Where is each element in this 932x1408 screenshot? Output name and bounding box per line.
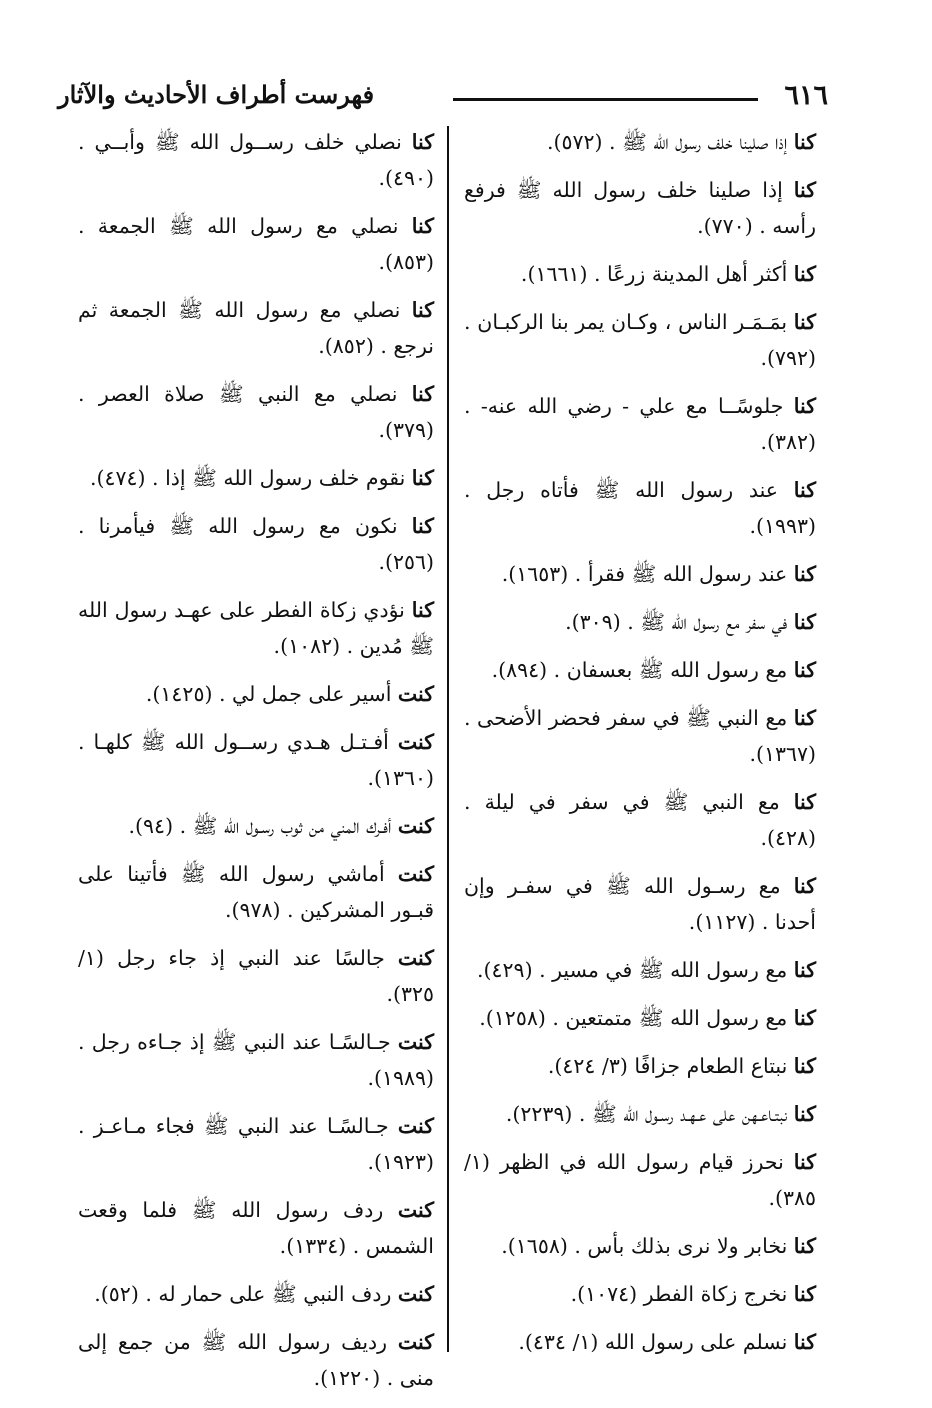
entry-text: نكون مع رسول الله ﷺ فيأمرنا . (٢٥٦). [78, 514, 434, 574]
entry-lead-word: كنا [411, 214, 434, 238]
entry-text: جـالسًـا عند النبي ﷺ إذ جـاءه رجل . (١٩٨٩). [78, 1030, 434, 1090]
entry-text: أكثر أهل المدينة زرعًا . (١٦٦١). [520, 262, 794, 286]
entry-lead-word: كنا [793, 262, 816, 286]
entry-text: في سفر مع رسول الله ﷺ . (٣٠٩). [565, 610, 794, 634]
entry-lead-word: كنا [411, 298, 434, 322]
entry-text: جلوسًــا مع علي - رضي الله عنه- . (٣٨٢). [464, 394, 816, 454]
header-rule [453, 98, 758, 101]
entry-lead-word: كنا [793, 610, 816, 634]
index-entry [78, 1192, 434, 1264]
entry-text: إذا صلينا خلف رسول الله ﷺ فرفع رأسه . (٧٧٠). [464, 178, 816, 238]
index-entry [464, 556, 816, 592]
index-entry [78, 940, 434, 1012]
entry-lead-word: كنا [793, 706, 816, 730]
entry-text: عند رسول الله ﷺ فأتاه رجل . (١٩٩٣). [464, 478, 816, 538]
entry-lead-word: كنا [411, 466, 434, 490]
page-number: ٦١٦ [784, 80, 828, 111]
entry-lead-word: كنا [793, 394, 816, 418]
index-entry [464, 1276, 816, 1312]
index-entry [464, 124, 816, 160]
index-entry [78, 724, 434, 796]
entry-text: مع النبي ﷺ في سفر في ليلة . (٤٢٨). [464, 790, 816, 850]
index-entry [464, 1228, 816, 1264]
index-entry [464, 952, 816, 988]
entry-text: مع رسول الله ﷺ بعسفان . (٨٩٤). [491, 658, 794, 682]
index-entry [78, 1024, 434, 1096]
entry-text: جـالسًـا عند النبي ﷺ فجاء مـاعـز . (١٩٢٣). [78, 1114, 434, 1174]
index-entry [78, 808, 434, 844]
entry-lead-word: كنت [397, 1330, 434, 1354]
entry-lead-word: كنا [411, 514, 434, 538]
index-entry [464, 784, 816, 856]
entry-text: أماشي رسول الله ﷺ فأتينا على قبـور المشركين . (٩٧٨). [78, 862, 434, 922]
entry-lead-word: كنا [793, 478, 816, 502]
index-entry [464, 1324, 816, 1360]
entry-lead-word: كنا [793, 1006, 816, 1030]
index-entry [464, 172, 816, 244]
entry-lead-word: كنا [793, 658, 816, 682]
entry-text: نصلي مع رسول الله ﷺ الجمعة ثم نرجع . (٨٥٢). [78, 298, 434, 358]
entry-lead-word: كنا [411, 598, 434, 622]
entry-text: نخرج زكاة الفطر (١٠٧٤). [570, 1282, 794, 1306]
page-header [58, 78, 828, 118]
entry-lead-word: كنا [793, 1102, 816, 1126]
entry-lead-word: كنا [793, 874, 816, 898]
index-entry [78, 124, 434, 196]
index-entry [78, 292, 434, 364]
entry-lead-word: كنا [411, 130, 434, 154]
entry-lead-word: كنت [397, 730, 434, 754]
index-entry [78, 1108, 434, 1180]
index-entry [78, 208, 434, 280]
index-entry [464, 700, 816, 772]
index-entry [78, 676, 434, 712]
entry-text: مع رسول الله ﷺ متمتعين . (١٢٥٨). [479, 1006, 794, 1030]
entry-lead-word: كنا [793, 178, 816, 202]
index-entry [464, 1048, 816, 1084]
entry-text: نقوم خلف رسول الله ﷺ إذا . (٤٧٤). [89, 466, 412, 490]
index-entry [464, 304, 816, 376]
index-entry [464, 604, 816, 640]
entry-text: جالسًا عند النبي إذ جاء رجل (١/ ٣٢٥). [78, 946, 434, 1006]
column-divider [447, 126, 449, 1352]
entry-text: نؤدي زكاة الفطر على عهـد رسول الله ﷺ مُدين . (١٠٨٢). [78, 598, 434, 658]
index-entry [464, 388, 816, 460]
entry-lead-word: كنا [793, 1282, 816, 1306]
entry-text: أسير على جمل لي . (١٤٢٥). [145, 682, 398, 706]
index-entry [464, 868, 816, 940]
entry-text: نسلم على رسول الله (١/ ٤٣٤). [518, 1330, 794, 1354]
entry-text: نصلي مع النبي ﷺ صلاة العصر . (٣٧٩). [78, 382, 434, 442]
index-entry [78, 856, 434, 928]
entry-text: ردف رسول الله ﷺ فلما وقعت الشمس . (١٣٣٤). [78, 1198, 434, 1258]
entry-text: ردف النبي ﷺ على حمار له . (٥٢). [94, 1282, 398, 1306]
entry-text: أفـرك المني من ثوب رسـول الله ﷺ . (٩٤). [128, 814, 398, 838]
index-entry [78, 508, 434, 580]
entry-text: نصلي مع رسول الله ﷺ الجمعة . (٨٥٣). [78, 214, 434, 274]
entry-lead-word: كنت [397, 1282, 434, 1306]
entry-text: أفـتـل هـدي رســول الله ﷺ كلهـا . (١٣٦٠). [78, 730, 434, 790]
entry-lead-word: كنا [793, 310, 816, 334]
entry-text: نحرز قيام رسول الله في الظهر (١/ ٣٨٥). [464, 1150, 816, 1210]
entry-lead-word: كنت [397, 862, 434, 886]
entry-lead-word: كنا [793, 1054, 816, 1078]
entry-text: مع رسـول الله ﷺ في سفـر وإن أحدنا . (١١٢٧). [464, 874, 816, 934]
index-entry [78, 1324, 434, 1396]
index-entry [78, 376, 434, 448]
index-entry [464, 472, 816, 544]
entry-lead-word: كنا [793, 958, 816, 982]
entry-lead-word: كنت [397, 814, 434, 838]
index-entry [78, 1276, 434, 1312]
entry-lead-word: كنا [411, 382, 434, 406]
entry-lead-word: كنا [793, 1330, 816, 1354]
entry-lead-word: كنت [397, 1030, 434, 1054]
entry-lead-word: كنت [397, 1198, 434, 1222]
entry-lead-word: كنت [397, 682, 434, 706]
entry-text: نبتـاعـهن على عـهـد رسـول الله ﷺ . (٢٢٣٩). [505, 1102, 794, 1126]
index-entry [78, 592, 434, 664]
entry-lead-word: كنا [793, 790, 816, 814]
right-column [464, 124, 816, 1372]
entry-lead-word: كنت [397, 946, 434, 970]
left-column [78, 124, 434, 1408]
index-entry [464, 1096, 816, 1132]
entry-text: مع النبي ﷺ في سفر فحضر الأضحى . (١٣٦٧). [464, 706, 816, 766]
index-entry [464, 652, 816, 688]
entry-text: عند رسول الله ﷺ فقرأ . (١٦٥٣). [501, 562, 794, 586]
entry-lead-word: كنت [397, 1114, 434, 1138]
entry-text: مع رسول الله ﷺ في مسير . (٤٢٩). [477, 958, 794, 982]
index-entry [464, 1144, 816, 1216]
entry-text: نخابر ولا نرى بذلك بأس . (١٦٥٨). [501, 1234, 794, 1258]
index-entry [464, 256, 816, 292]
running-title: فهرست أطراف الأحاديث والآثار [58, 80, 375, 109]
entry-text: رديف رسول الله ﷺ من جمع إلى منى . (١٢٢٠). [78, 1330, 434, 1390]
index-entry [464, 1000, 816, 1036]
entry-lead-word: كنا [793, 130, 816, 154]
entry-text: نبتاع الطعام جزافًا (٣/ ٤٢٤). [547, 1054, 794, 1078]
index-entry [78, 460, 434, 496]
entry-text: نصلي خلف رســول الله ﷺ وأبــي . (٤٩٠). [78, 130, 434, 190]
entry-lead-word: كنا [793, 562, 816, 586]
entry-text: إذا صلينا خلف رسول الله ﷺ . (٥٧٢). [546, 130, 794, 154]
entry-text: بمَـمَـر الناس ، وكـان يمر بنا الركبـان . (٧٩٢). [464, 310, 816, 370]
entry-lead-word: كنا [793, 1150, 816, 1174]
entry-lead-word: كنا [793, 1234, 816, 1258]
